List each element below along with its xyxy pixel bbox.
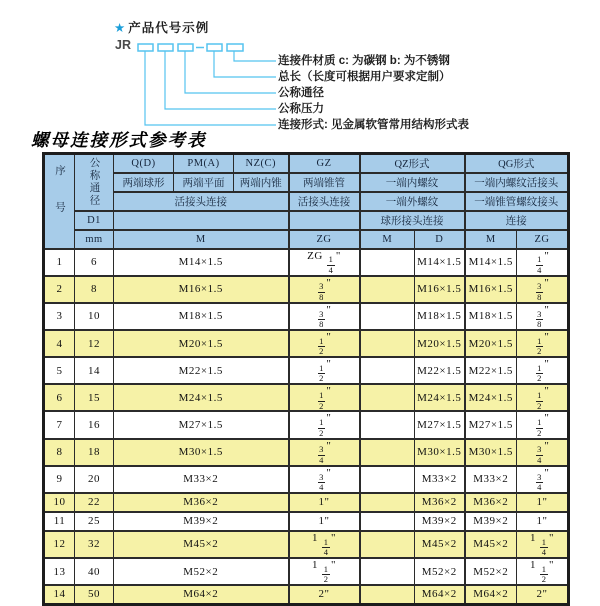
code-label-connection: 连接形式: 见金属软管常用结构形式表 [278, 119, 470, 131]
cell-qz-m [360, 585, 415, 604]
header-row-1 [44, 154, 569, 173]
header-row-2 [44, 173, 569, 192]
subheader-qg-1: 一端内螺纹活接头 [465, 173, 569, 192]
cell-qz-m [360, 531, 415, 558]
cell-seq: 10 [44, 493, 75, 512]
header-row-5 [44, 230, 569, 249]
cell-gz: $\frac{1}{2}$ " [289, 330, 360, 357]
cell-dn: 22 [75, 493, 114, 512]
cell-qz-d: M33×2 [415, 466, 465, 493]
cell-gz: $\frac{3}{8}$ " [289, 276, 360, 303]
cell-qz-m [360, 249, 415, 276]
cell-qz-d: M22×1.5 [415, 357, 465, 384]
diagram-heading-text: 产品代号示例 [128, 21, 210, 35]
table-row [44, 249, 569, 276]
cell-dn: 18 [75, 439, 114, 466]
cell-seq: 13 [44, 558, 75, 585]
cell-qg-zg: $\frac{1}{2}$ " [517, 411, 569, 438]
header-empty-m [114, 211, 289, 230]
code-label-material: 连接件材质 c: 为碳钢 b: 为不锈钢 [278, 55, 450, 67]
cell-qz-m [360, 384, 415, 411]
cell-qg-zg: 1 $\frac{1}{2}$ " [517, 558, 569, 585]
cell-m: M20×1.5 [114, 330, 289, 357]
cell-qg-m: M52×2 [465, 558, 517, 585]
table-row [44, 384, 569, 411]
cell-m: M52×2 [114, 558, 289, 585]
cell-m: M16×1.5 [114, 276, 289, 303]
connector-line-3 [185, 51, 276, 93]
cell-gz: 1 $\frac{1}{4}$ " [289, 531, 360, 558]
cell-qz-m [360, 512, 415, 531]
cell-qg-m: M18×1.5 [465, 303, 517, 330]
cell-seq: 9 [44, 466, 75, 493]
cell-seq: 14 [44, 585, 75, 604]
cell-qz-d: M39×2 [415, 512, 465, 531]
cell-gz: 1 $\frac{1}{2}$ " [289, 558, 360, 585]
header-row-3 [44, 192, 569, 211]
cell-seq: 2 [44, 276, 75, 303]
unit-header-qz-m: M [360, 230, 415, 249]
cell-dn: 32 [75, 531, 114, 558]
cell-qz-m [360, 558, 415, 585]
cell-dn: 8 [75, 276, 114, 303]
table-row [44, 585, 569, 604]
cell-m: M39×2 [114, 512, 289, 531]
unit-header-qz-d: D [415, 230, 465, 249]
table-row [44, 357, 569, 384]
col-header-seq: 序号 [44, 154, 75, 249]
unit-header-mm: mm [75, 230, 114, 249]
cell-dn: 6 [75, 249, 114, 276]
cell-qg-m: M20×1.5 [465, 330, 517, 357]
table-row [44, 558, 569, 585]
table-body [44, 249, 569, 605]
cell-qz-d: M27×1.5 [415, 411, 465, 438]
cell-dn: 14 [75, 357, 114, 384]
subheader-qz-2: 一端外螺纹 [360, 192, 465, 211]
product-code-prefix: JR [115, 38, 131, 52]
table-head-body [44, 154, 569, 249]
table-row [44, 512, 569, 531]
table-row [44, 531, 569, 558]
col-header-q: Q(D) [114, 154, 174, 173]
cell-gz: $\frac{1}{2}$ " [289, 411, 360, 438]
cell-qz-d: M45×2 [415, 531, 465, 558]
cell-qz-d: M52×2 [415, 558, 465, 585]
cell-dn: 12 [75, 330, 114, 357]
cell-qg-zg: 2" [517, 585, 569, 604]
subheader-qz-3: 球形接头连接 [360, 211, 465, 230]
cell-seq: 7 [44, 411, 75, 438]
cell-gz: $\frac{1}{2}$ " [289, 384, 360, 411]
cell-gz: $\frac{3}{4}$ " [289, 466, 360, 493]
table-row [44, 439, 569, 466]
cell-qz-m [360, 466, 415, 493]
cell-qg-zg: 1" [517, 512, 569, 531]
code-box-1 [138, 44, 153, 51]
nut-connection-table [42, 152, 570, 606]
col-header-nz: NZ(C) [234, 154, 289, 173]
cell-qg-zg: $\frac{1}{2}$ " [517, 357, 569, 384]
table-row [44, 493, 569, 512]
subheader-pm: 两端平面 [174, 173, 234, 192]
cell-qg-m: M16×1.5 [465, 276, 517, 303]
col-header-pm: PM(A) [174, 154, 234, 173]
cell-dn: 25 [75, 512, 114, 531]
table-row [44, 276, 569, 303]
cell-m: M22×1.5 [114, 357, 289, 384]
cell-qz-d: M36×2 [415, 493, 465, 512]
cell-qg-m: M22×1.5 [465, 357, 517, 384]
code-label-pressure: 公称压力 [278, 103, 324, 115]
cell-qz-d: M30×1.5 [415, 439, 465, 466]
cell-qg-zg: $\frac{3}{8}$ " [517, 276, 569, 303]
cell-qz-d: M64×2 [415, 585, 465, 604]
unit-header-m: M [114, 230, 289, 249]
cell-qg-zg: $\frac{3}{4}$ " [517, 439, 569, 466]
cell-dn: 10 [75, 303, 114, 330]
cell-m: M36×2 [114, 493, 289, 512]
cell-qg-m: M39×2 [465, 512, 517, 531]
cell-gz: 2" [289, 585, 360, 604]
cell-gz: $\frac{1}{2}$ " [289, 357, 360, 384]
cell-m: M27×1.5 [114, 411, 289, 438]
cell-qz-d: M18×1.5 [415, 303, 465, 330]
subheader-nz: 两端内锥 [234, 173, 289, 192]
cell-seq: 6 [44, 384, 75, 411]
connector-line-4 [214, 51, 276, 77]
cell-seq: 4 [44, 330, 75, 357]
cell-m: M33×2 [114, 466, 289, 493]
cell-dn: 20 [75, 466, 114, 493]
unit-header-qg-m: M [465, 230, 517, 249]
cell-seq: 12 [44, 531, 75, 558]
cell-qg-zg: $\frac{3}{4}$ " [517, 466, 569, 493]
col-header-dn: 公称通径 [75, 154, 114, 211]
cell-qz-d: M20×1.5 [415, 330, 465, 357]
cell-dn: 16 [75, 411, 114, 438]
col-header-qz: QZ形式 [360, 154, 465, 173]
code-box-2 [158, 44, 173, 51]
cell-seq: 1 [44, 249, 75, 276]
header-empty-gz [289, 211, 360, 230]
cell-gz: 1" [289, 493, 360, 512]
cell-qz-m [360, 303, 415, 330]
cell-qg-m: M14×1.5 [465, 249, 517, 276]
cell-qg-m: M64×2 [465, 585, 517, 604]
cell-qz-d: M14×1.5 [415, 249, 465, 276]
subheader-gz: 两端锥管 [289, 173, 360, 192]
subheader-gz-union: 活接头连接 [289, 192, 360, 211]
header-row-4 [44, 211, 569, 230]
cell-qz-m [360, 439, 415, 466]
code-label-diameter: 公称通径 [278, 87, 324, 99]
cell-qg-zg: $\frac{3}{8}$ " [517, 303, 569, 330]
cell-qg-m: M45×2 [465, 531, 517, 558]
col-header-d1: D1 [75, 211, 114, 230]
cell-qz-m [360, 357, 415, 384]
code-box-4 [207, 44, 222, 51]
cell-m: M24×1.5 [114, 384, 289, 411]
cell-seq: 5 [44, 357, 75, 384]
cell-qz-d: M24×1.5 [415, 384, 465, 411]
cell-m: M18×1.5 [114, 303, 289, 330]
cell-qg-zg: $\frac{1}{4}$ " [517, 249, 569, 276]
subheader-union-joint: 活接头连接 [114, 192, 289, 211]
cell-qg-m: M24×1.5 [465, 384, 517, 411]
unit-header-zg: ZG [289, 230, 360, 249]
cell-qg-m: M30×1.5 [465, 439, 517, 466]
table-row [44, 466, 569, 493]
table-title: 螺母连接形式参考表 [31, 130, 207, 150]
star-icon: ★ [114, 21, 127, 35]
subheader-q: 两端球形 [114, 173, 174, 192]
cell-m: M64×2 [114, 585, 289, 604]
cell-qg-zg: 1" [517, 493, 569, 512]
connector-line-2 [165, 51, 276, 109]
table-row [44, 330, 569, 357]
col-header-qg: QG形式 [465, 154, 569, 173]
cell-qz-m [360, 330, 415, 357]
cell-seq: 3 [44, 303, 75, 330]
cell-qz-d: M16×1.5 [415, 276, 465, 303]
code-box-5 [227, 44, 243, 51]
cell-m: M14×1.5 [114, 249, 289, 276]
subheader-qg-2: 一端锥管螺纹接头 [465, 192, 569, 211]
connector-line-5 [234, 51, 276, 61]
table-row [44, 411, 569, 438]
cell-seq: 11 [44, 512, 75, 531]
cell-dn: 50 [75, 585, 114, 604]
col-header-gz: GZ [289, 154, 360, 173]
cell-dn: 15 [75, 384, 114, 411]
subheader-qg-3: 连接 [465, 211, 569, 230]
cell-dn: 40 [75, 558, 114, 585]
cell-qg-zg: $\frac{1}{2}$ " [517, 384, 569, 411]
diagram-heading [114, 18, 209, 36]
code-label-length: 总长（长度可根据用户要求定制） [278, 71, 451, 83]
cell-gz: $\frac{3}{4}$ " [289, 439, 360, 466]
code-box-3 [178, 44, 193, 51]
cell-gz: 1" [289, 512, 360, 531]
cell-qg-m: M36×2 [465, 493, 517, 512]
cell-m: M45×2 [114, 531, 289, 558]
table-row [44, 303, 569, 330]
cell-gz: ZG $\frac{1}{4}$ " [289, 249, 360, 276]
cell-qg-m: M33×2 [465, 466, 517, 493]
subheader-qz-1: 一端内螺纹 [360, 173, 465, 192]
unit-header-qg-zg: ZG [517, 230, 569, 249]
cell-m: M30×1.5 [114, 439, 289, 466]
cell-seq: 8 [44, 439, 75, 466]
cell-qg-zg: $\frac{1}{2}$ " [517, 330, 569, 357]
cell-qg-m: M27×1.5 [465, 411, 517, 438]
cell-qz-m [360, 276, 415, 303]
cell-qg-zg: 1 $\frac{1}{4}$ " [517, 531, 569, 558]
cell-qz-m [360, 493, 415, 512]
cell-qz-m [360, 411, 415, 438]
cell-gz: $\frac{3}{8}$ " [289, 303, 360, 330]
